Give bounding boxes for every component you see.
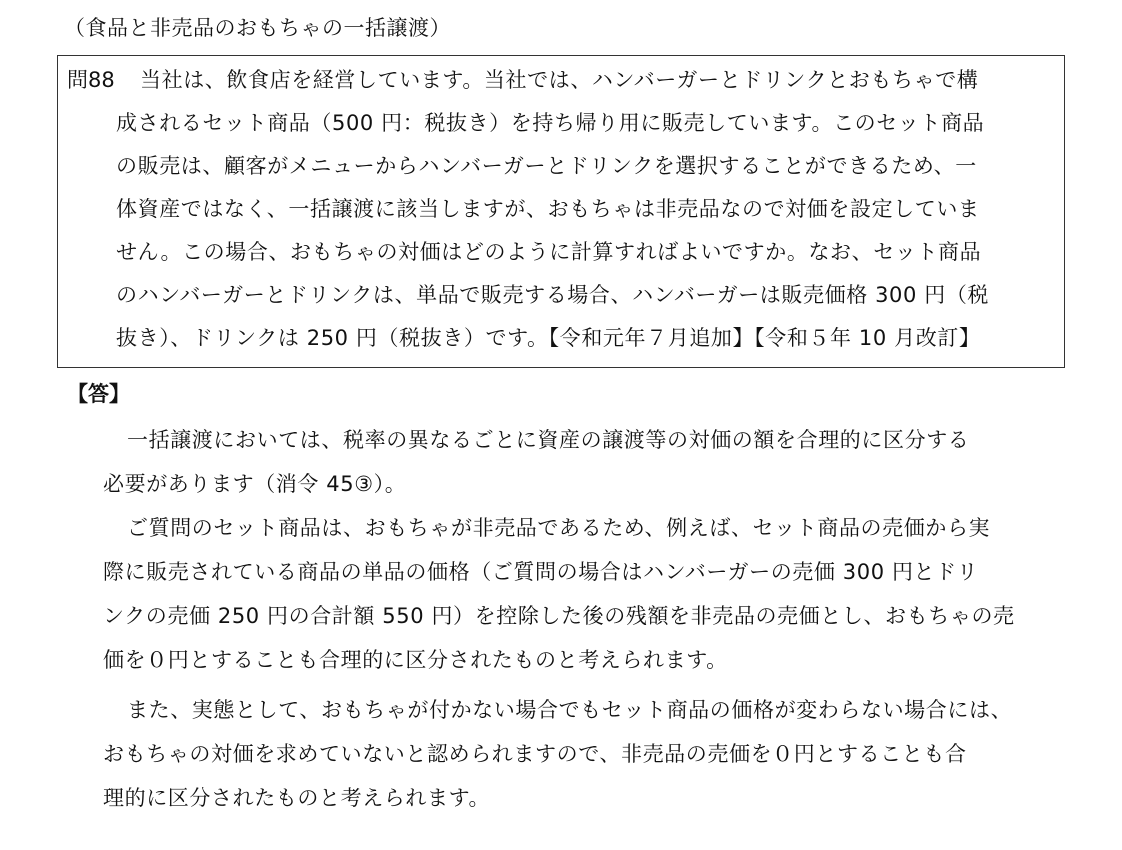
question-line: 当社は、飲食店を経営しています。当社では、ハンバーガーとドリンクとおもちゃで構 xyxy=(140,68,979,92)
question-line: 体資産ではなく、一括譲渡に該当しますが、おもちゃは非売品なので対価を設定していま xyxy=(116,197,980,221)
question-line: 抜き）、ドリンクは 250 円（税抜き）です。【令和元年７月追加】【令和５年 10 月改訂】 xyxy=(116,326,981,350)
section-title: （食品と非売品のおもちゃの一括譲渡） xyxy=(64,16,451,40)
answer-line: 理的に区分されたものと考えられます。 xyxy=(103,786,491,810)
answer-line: ご質問のセット商品は、おもちゃが非売品であるため、例えば、セット商品の売価から実 xyxy=(127,516,991,540)
answer-line: 一括譲渡においては、税率の異なるごとに資産の譲渡等の対価の額を合理的に区分する xyxy=(127,428,970,452)
question-number: 問88 xyxy=(67,68,115,92)
question-box xyxy=(57,55,1065,368)
question-line: 成されるセット商品（500 円：税抜き）を持ち帰り用に販売しています。このセット商品 xyxy=(116,111,985,135)
answer-line: また、実態として、おもちゃが付かない場合でもセット商品の価格が変わらない場合には、 xyxy=(127,698,1013,722)
answer-line: 際に販売されている商品の単品の価格（ご質問の場合はハンバーガーの売価 300 円とドリ xyxy=(103,560,979,584)
answer-line: 必要があります（消令 45③）。 xyxy=(103,472,407,496)
question-line: せん。この場合、おもちゃの対価はどのように計算すればよいですか。なお、セット商品 xyxy=(116,240,982,264)
question-line: の販売は、顧客がメニューからハンバーガーとドリンクを選択することができるため、一 xyxy=(116,154,977,178)
answer-line: 価を０円とすることも合理的に区分されたものと考えられます。 xyxy=(103,648,728,672)
question-line: のハンバーガーとドリンクは、単品で販売する場合、ハンバーガーは販売価格 300 円（税 xyxy=(116,283,990,307)
answer-line: おもちゃの対価を求めていないと認められますので、非売品の売価を０円とすることも合 xyxy=(103,742,967,766)
answer-label: 【答】 xyxy=(67,382,130,406)
answer-line: ンクの売価 250 円の合計額 550 円）を控除した後の残額を非売品の売価とし、おもちゃの売 xyxy=(103,604,1015,628)
